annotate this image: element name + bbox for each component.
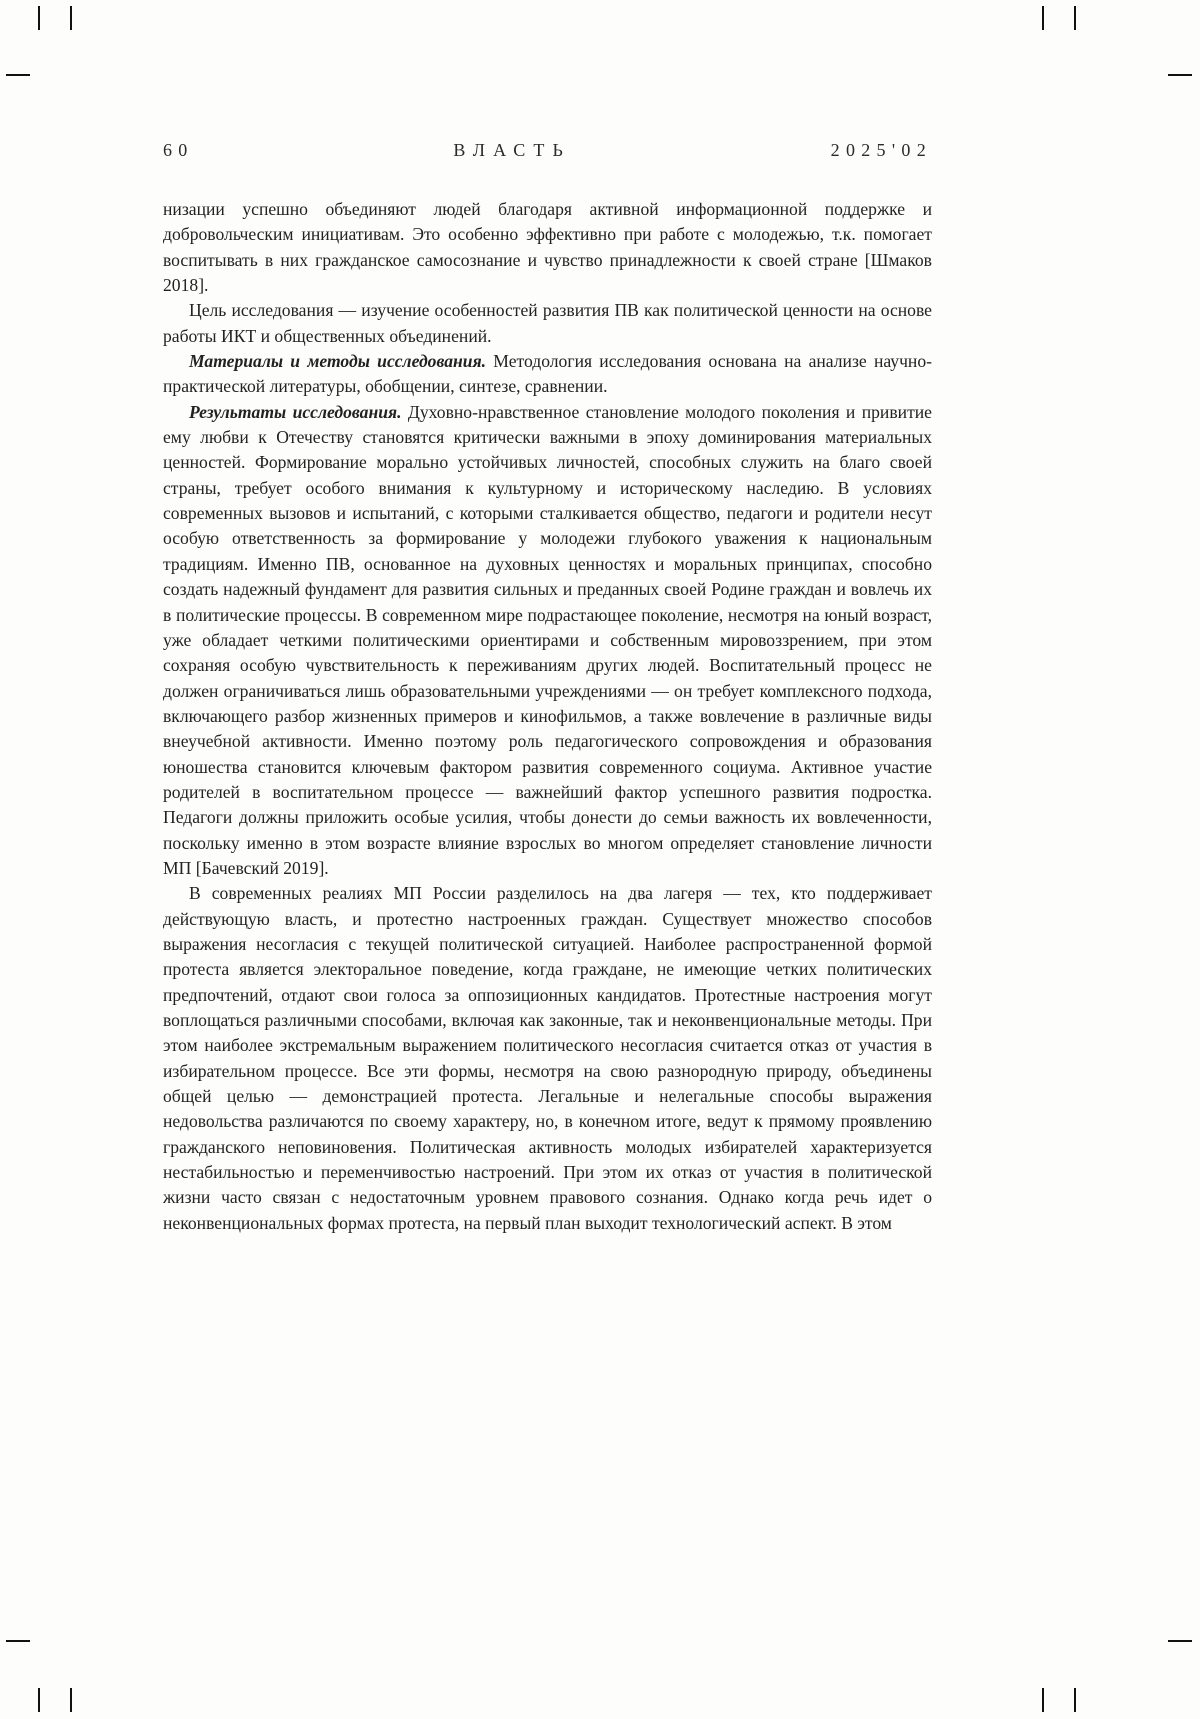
crop-mark-bottom-left-1 [38,1688,40,1712]
crop-mark-top-left-2 [70,6,72,30]
page-number: 60 [163,140,194,160]
section-lead-results: Результаты исследования. [189,401,402,422]
paragraph-text: В современных реалиях МП России разделилось на два лагеря — тех, кто поддерживает действующую власть, и протестно настроенных граждан. Существует множество способов выражения несогласия с текущей политической ситуацией. Наиболее распространенной формой протеста является электоральное поведение, когда граждане, не имеющие четких политических предпочтений, отдают свои голоса за оппозиционных кандидатов. Протестные настроения могут воплощаться различными способами, включая как законные, так и неконвенциональные методы. При этом наиболее экстремальным выражением политического несогласия считается отказ от участия в избирательном процессе. Все эти формы, несмотря на свою разнородную природу, объединены общей целью — демонстрацией протеста. Легальные и нелегальные способы выражения недовольства различаются по своему характеру, но, в конечном итоге, ведут к прямому проявлению гражданского неповиновения. Политическая активность молодых избирателей характеризуется нестабильностью и переменчивостью настроений. При этом их отказ от участия в политической жизни часто связан с недостаточным уровнем правового сознания. Однако когда речь идет о неконвенциональных формах протеста, на первый план выходит технологический аспект. В этом [163,883,932,1233]
crop-mark-left-bottom [6,1640,30,1642]
paragraph-continuation [163,197,932,298]
section-lead-methods: Материалы и методы исследования. [189,351,487,372]
journal-title: ВЛАСТЬ [453,140,571,160]
paragraph-text: Методология исследования основана на анализе научно-практической литературы, обобщении, синтезе, сравнении. [163,351,932,397]
crop-mark-right-top [1168,74,1192,76]
paragraph-text: низации успешно объединяют людей благодаря активной информационной поддержке и добровольческим инициативам. Это особенно эффективно при работе с молодежью, т.к. помогает воспитывать в них гражданское самосознание и чувство принадлежности к своей стране [Шмаков 2018]. [163,199,932,296]
crop-mark-top-right-1 [1042,6,1044,30]
paragraph-results [163,400,932,882]
article-body [163,197,932,1236]
paragraph-protest [163,881,932,1236]
paragraph-methods [163,349,932,400]
paragraph-text: Цель исследования — изучение особенностей развития ПВ как политической ценности на основе работы ИКТ и общественных объединений. [163,300,932,346]
crop-mark-left-top [6,74,30,76]
crop-mark-top-right-2 [1074,6,1076,30]
issue-number: 2025'02 [830,140,932,160]
crop-mark-bottom-right-1 [1042,1688,1044,1712]
crop-mark-top-left-1 [38,6,40,30]
page-header [163,140,932,161]
paragraph-goal [163,298,932,349]
crop-mark-right-bottom [1168,1640,1192,1642]
crop-mark-bottom-right-2 [1074,1688,1076,1712]
paragraph-text: Духовно-нравственное становление молодого поколения и привитие ему любви к Отечеству становятся критически важными в эпоху доминирования материальных ценностей. Формирование морально устойчивых личностей, способных служить на благо своей страны, требует особого внимания к культурному и историческому наследию. В условиях современных вызовов и испытаний, с которыми сталкивается общество, педагоги и родители несут особую ответственность за формирование у молодежи глубокого уважения к национальным традициям. Именно ПВ, основанное на духовных ценностях и моральных принципах, способно создать надежный фундамент для развития сильных и преданных своей Родине граждан и вовлечь их в политические процессы. В современном мире подрастающее поколение, несмотря на юный возраст, уже обладает четкими политическими ориентирами и собственным мировоззрением, при этом сохраняя особую чувствительность к переживаниям других людей. Воспитательный процесс не должен ограничиваться лишь образовательными учреждениями — он требует комплексного подхода, включающего разбор жизненных примеров и кинофильмов, а также вовлечение в различные виды внеучебной активности. Именно поэтому роль педагогического сопровождения и образования юношества становится ключевым фактором развития современного социума. Активное участие родителей в воспитательном процессе — важнейший фактор успешного развития подростка. Педагоги должны приложить особые усилия, чтобы донести до семьи важность их вовлеченности, поскольку именно в этом возрасте влияние взрослых во многом определяет становление личности МП [Бачевский 2019]. [163,401,932,878]
crop-mark-bottom-left-2 [70,1688,72,1712]
